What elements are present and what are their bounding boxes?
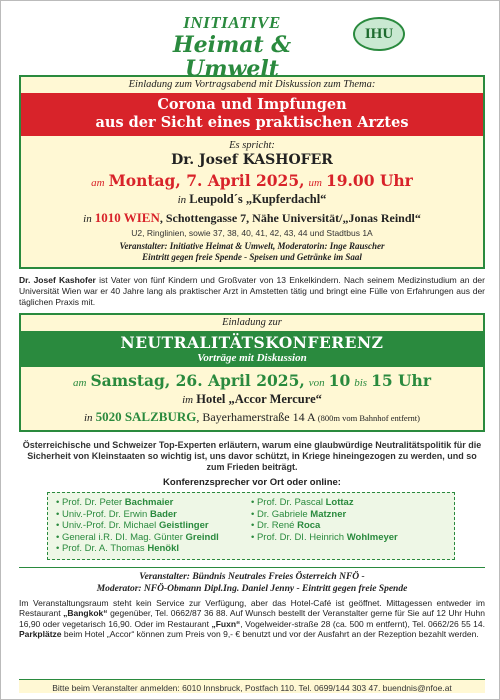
event2-dateline (21, 371, 483, 391)
event1-in: in (177, 194, 187, 206)
speaker-bio (19, 275, 485, 308)
event2-organizer (19, 567, 485, 595)
ihu-logo: IHU (353, 17, 405, 51)
speaker-surname: Wohlmeyer (346, 531, 398, 543)
bio-text: ist Vater von fünf Kindern und Großvater von 13 Enkelkindern. Nach seinem Medizinstudium an der Universität Wien war er 40 Jahre lang als praktischer Arzt in Amstetten tätig und bringt eine Fülle von Erfahrungen aus der täglichen Praxis mit. (19, 275, 485, 307)
speaker-item (56, 520, 251, 532)
event1-invite: Einladung zum Vortragsabend mit Diskussion zum Thema: (128, 79, 376, 90)
speaker-title: • Dr. Gabriele (251, 508, 311, 520)
event1-city: 1010 WIEN (94, 210, 160, 225)
brand-logo (147, 13, 317, 81)
speaker-item (251, 520, 446, 532)
speaker-title: • Prof. Dr. A. Thomas (56, 543, 148, 554)
speaker-item (251, 532, 446, 544)
speaker-item (56, 532, 251, 544)
service-text: beim Hotel „Accor“ können zum Preis von 9,- € benutzt und vor der Ausfahrt an der Rezeption bezahlt werden. (61, 629, 479, 639)
event2-address (21, 409, 483, 425)
event2-org-line1: Veranstalter: Bündnis Neutrales Freies Österreich NFÖ - (139, 571, 365, 582)
event1-venue: Leupold´s „Kupferdachl“ (189, 192, 327, 206)
service-text: , Vogelweider-straße 28 (ca. 500 m entfernt), Tel. 0662/26 55 14. (240, 618, 485, 629)
event2-am: am (73, 377, 87, 389)
brand-main: Heimat & Umwelt (172, 32, 292, 82)
brand-top: INITIATIVE (183, 13, 281, 32)
event2-venue: Hotel „Accor Mercure“ (196, 392, 322, 406)
event2-in: in (84, 412, 93, 424)
event1-org-line2: Eintritt gegen freie Spende - Speisen und Getränke im Saal (142, 252, 362, 262)
speaker-surname: Bader (149, 508, 177, 520)
speakers-left-column (56, 497, 251, 555)
event1-title-line2: aus der Sicht eines praktischen Arztes (95, 114, 409, 131)
speaker-surname: Matzner (310, 508, 347, 520)
speakers-box (47, 492, 455, 560)
event1-am: am (91, 177, 105, 189)
speaker-title: • Prof. Dr. Pascal (251, 497, 326, 508)
event2-title: NEUTRALITÄTSKONFERENZ (120, 333, 384, 352)
event1-organizer (21, 241, 483, 263)
speaker-title: • Univ.-Prof. Dr. Michael (56, 520, 159, 531)
event2-invite: Einladung zur (222, 317, 282, 328)
event2-from: 10 (328, 371, 351, 390)
event1-speaker-pre: Es spricht: (229, 140, 275, 151)
service-info (19, 598, 485, 640)
speaker-item (56, 497, 251, 509)
event2-venue-line (21, 392, 483, 407)
footer-contact: Bitte beim Veranstalter anmelden: 6010 Innsbruck, Postfach 110. Tel. 0699/144 303 47. buendnis@nfoe.at (19, 679, 485, 693)
event1-transit: U2, Ringlinien, sowie 37, 38, 40, 41, 42, 43, 44 und Stadtbus 1A (131, 228, 373, 238)
event2-subtitle: Vorträge mit Diskussion (197, 352, 307, 364)
speaker-title: • Prof. Dr. DI. Heinrich (251, 531, 347, 543)
event2-to: 15 Uhr (371, 371, 431, 390)
event1-time: 19.00 Uhr (325, 171, 413, 190)
event1-date: Montag, 7. April 2025, (108, 171, 305, 190)
event1-speaker: Dr. Josef KASHOFER (171, 152, 333, 168)
event2-bis: bis (354, 377, 368, 389)
event2-von: von (308, 377, 325, 389)
speaker-item (56, 509, 251, 521)
speaker-title: • General i.R. DI. Mag. Günter (56, 531, 186, 543)
event1-street: , Schottengasse 7, Nähe Universität/„Jonas Reindl“ (159, 211, 421, 225)
event1-um: um (308, 177, 322, 189)
conference-description: Österreichische und Schweizer Top-Experten erläutern, warum eine glaubwürdige Neutralitätspolitik für die Sicherheit von Kleinstaaten so wichtig ist, uns davor schützt, in Kriege hineingezogen zu werden, und so zum Frieden beiträgt. (22, 440, 482, 472)
event1-org-line1: Veranstalter: Initiative Heimat & Umwelt, Moderatorin: Inge Rauscher (119, 241, 385, 251)
event2-date: Samstag, 26. April 2025, (90, 371, 305, 390)
event2-org-line2: Moderator: NFÖ-Obmann Dipl.Ing. Daniel Jenny - Eintritt gegen freie Spende (96, 583, 408, 594)
event1-dateline (21, 171, 483, 191)
event2-im: im (182, 394, 194, 406)
service-text: Im Veranstaltungsraum steht kein Service zur Verfügung, aber das Hotel-Café ist geöffnet. Mittagessen entweder im Restaurant (19, 597, 485, 618)
speaker-surname: Lottaz (325, 497, 354, 508)
speaker-title: • Prof. Dr. Peter (56, 497, 125, 508)
event1-in2: in (83, 213, 92, 225)
restaurant-fuxn: „Fuxn“ (211, 618, 241, 629)
speaker-title: • Univ.-Prof. Dr. Erwin (56, 508, 150, 520)
speaker-surname: Geistlinger (158, 520, 209, 531)
speakers-heading: Konferenzsprecher vor Ort oder online: (163, 477, 341, 488)
event1-title-line1: Corona und Impfungen (157, 96, 347, 113)
event1-box (19, 75, 485, 269)
header (19, 11, 485, 82)
event2-city: 5020 SALZBURG (95, 409, 197, 424)
event1-title-banner (21, 93, 483, 136)
speaker-surname: Greindl (185, 531, 219, 543)
speaker-item (251, 497, 446, 509)
speaker-title: • Dr. René (251, 520, 298, 531)
restaurant-bangkok: „Bangkok“ (63, 608, 108, 618)
speaker-item (56, 543, 251, 555)
speaker-surname: Henökl (147, 543, 180, 554)
bio-name: Dr. Josef Kashofer (19, 275, 96, 285)
event1-address (21, 210, 483, 226)
event2-note: (800m vom Bahnhof entfernt) (315, 413, 420, 423)
event2-box (19, 313, 485, 432)
event1-venue-line (21, 192, 483, 207)
event2-title-banner (21, 331, 483, 367)
speaker-surname: Roca (297, 520, 321, 531)
speaker-surname: Bachmaier (124, 497, 174, 508)
service-text: gegenüber, Tel. 0662/87 36 88. Auf Wunsch bestellt der Veranstalter gerne für Sie auf 12 Uhr Huhn 16,90 oder vegetarisch 16,90. Oder im Restaurant (19, 608, 485, 629)
speakers-right-column (251, 497, 446, 555)
event2-street: , Bayerhamerstraße 14 A (196, 410, 316, 424)
parking-label: Parkplätze (19, 629, 62, 639)
speaker-item (251, 509, 446, 521)
